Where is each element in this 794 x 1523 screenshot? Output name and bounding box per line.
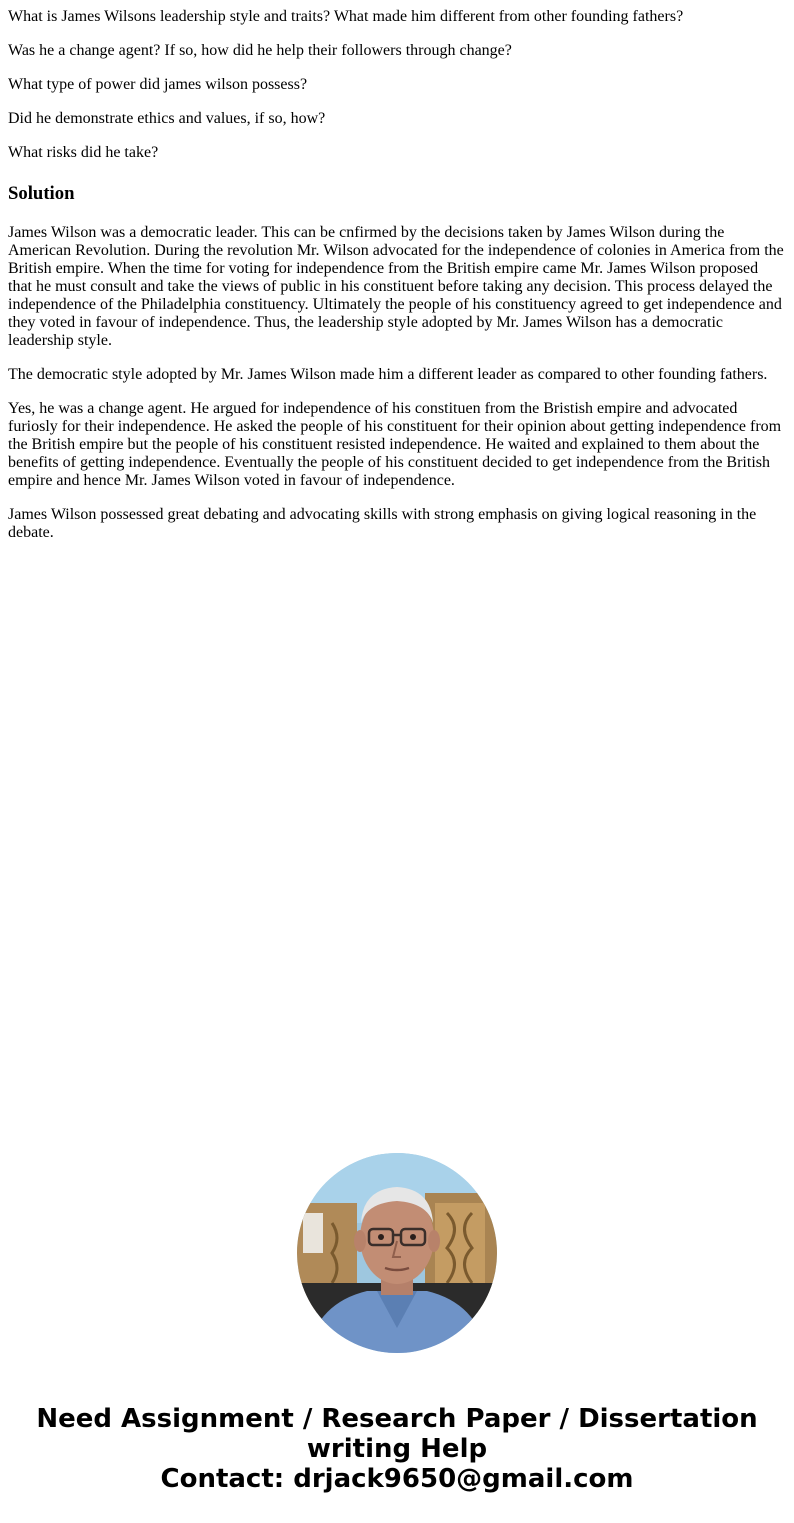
avatar-portrait-image xyxy=(297,1153,497,1353)
solution-paragraph-2: The democratic style adopted by Mr. James Wilson made him a different leader as compared to other founding fathers. xyxy=(8,366,768,383)
question-3: What type of power did james wilson possess? xyxy=(8,76,308,93)
promo-line-2: writing Help xyxy=(306,1434,488,1464)
solution-paragraph-4: James Wilson possessed great debating and advocating skills with strong emphasis on giving logical reasoning in the debate. xyxy=(8,506,757,541)
solution-paragraph-3: Yes, he was a change agent. He argued for independence of his constituen from the Bristish empire and advocated furiosly for their independence. He asked the people of his constituent for their opinion about getting independence from the British empire but the people of his constituent resisted independence. He waited and explained to them about the benefits of getting independence. Eventually the people of his constituent decided to get independence from the British empire and hence Mr. James Wilson voted in favour of independence. xyxy=(8,400,782,489)
solution-heading: Solution xyxy=(8,183,75,204)
question-4: Did he demonstrate ethics and values, if so, how? xyxy=(8,110,326,127)
question-2: Was he a change agent? If so, how did he help their followers through change? xyxy=(8,42,512,59)
promo-line-1: Need Assignment / Research Paper / Dissertation xyxy=(36,1404,758,1434)
avatar xyxy=(297,1153,497,1353)
solution-paragraph-1: James Wilson was a democratic leader. This can be cnfirmed by the decisions taken by James Wilson during the American Revolution. During the revolution Mr. Wilson advocated for the independence of colonies in America from the British empire. When the time for voting for independence from the British empire came Mr. James Wilson proposed that he must consult and take the views of public in his constituent before taking any decision. This process delayed the independence of the Philadelphia constituency. Ultimately the people of his constituency agreed to get independence and they voted in favour of independence. Thus, the leadership style adopted by Mr. James Wilson has a democratic leadership style. xyxy=(8,224,784,349)
document-body xyxy=(8,8,786,558)
promo-banner xyxy=(0,1404,794,1494)
question-5: What risks did he take? xyxy=(8,144,159,161)
promo-contact[interactable]: Contact: drjack9650@gmail.com xyxy=(160,1464,634,1494)
question-1: What is James Wilsons leadership style and traits? What made him different from other founding fathers? xyxy=(8,8,684,25)
